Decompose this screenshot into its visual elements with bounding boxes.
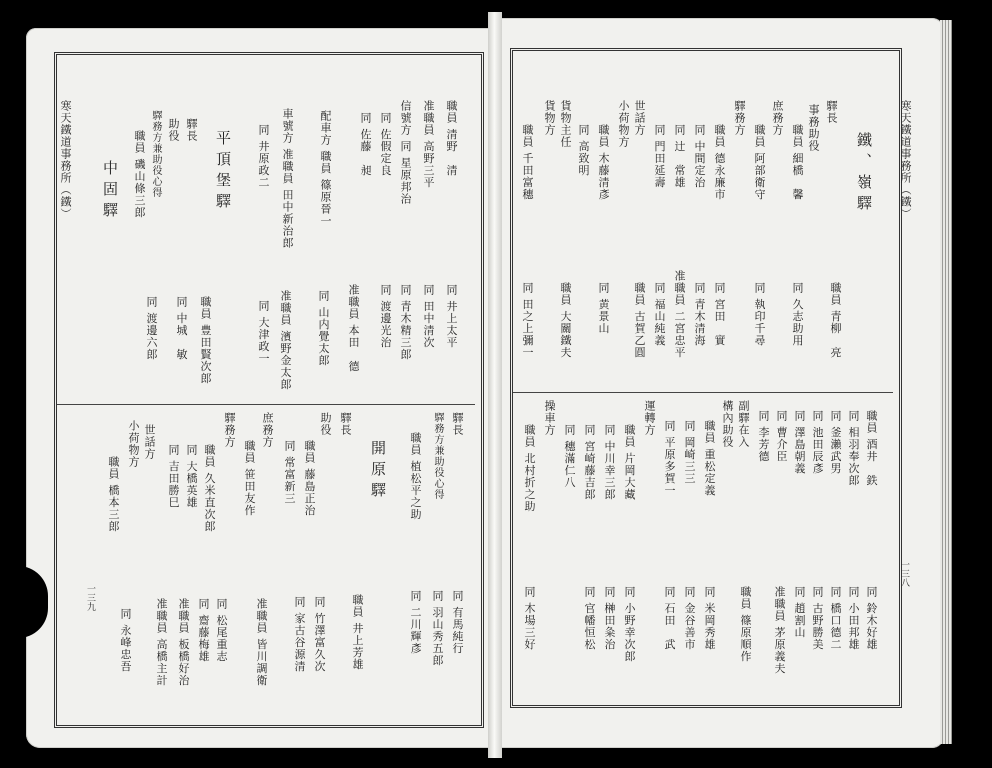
lt-col1: 職員 清野 清	[445, 100, 458, 177]
rb-col8: 副驛在入	[737, 400, 750, 448]
lt-low4: 同 渡邊光治	[379, 284, 392, 349]
lb-low6: 同 家古谷源清	[293, 596, 306, 673]
lt-low8: 同 大津政一	[257, 300, 270, 365]
rt-low10: 職員 大關鐵夫	[559, 282, 572, 359]
lb-low4: 職員 井上芳雄	[351, 594, 364, 671]
rb-col3: 同 釜瀨武男	[829, 410, 842, 475]
lb-low1: 同 有馬純行	[451, 590, 464, 655]
rb-low13: 同 官幡恒松	[583, 586, 596, 651]
lb-col14: 世話方	[143, 424, 156, 460]
lt-col12: 職員 磯山條三郎	[133, 130, 146, 219]
left-divider	[57, 404, 475, 405]
rt-col15: 貨物主任	[559, 100, 572, 148]
lb-col9: 職員 笹田友作	[243, 440, 256, 517]
rb-col17: 同 穗滿仁八	[563, 424, 576, 489]
rb-col19: 職員 北村折之助	[523, 424, 536, 513]
rb-col14: 職員 片岡大藏	[623, 424, 636, 501]
lt-col5: 同 佐藤 昶	[359, 112, 372, 177]
rt-low3: 同 執印千尋	[753, 282, 766, 347]
rb-col6: 同 曹介臣	[775, 410, 788, 463]
rb-low10: 同 石田 武	[663, 586, 676, 651]
lt-low3: 同 青木精三郎	[399, 284, 412, 361]
rb-low12: 同 榊田粂治	[603, 586, 616, 651]
rb-col12: 同 平原多賀一	[663, 420, 676, 497]
lb-low11: 准職員 高橋主計	[155, 598, 168, 687]
lb-low12: 同 永峰忠吾	[119, 608, 132, 673]
rt-low9: 同 黄景山	[597, 282, 610, 335]
rt-low1: 職員 青柳 亮	[829, 282, 842, 359]
rt-low11: 同 田之上彌一	[521, 282, 534, 359]
rb-low1: 同 鈴木好雄	[865, 586, 878, 651]
lb-low9: 同 齋藤梅雄	[197, 598, 210, 663]
lt-col8: 同 井原政二	[257, 124, 270, 189]
page-number-right: 一三八	[899, 560, 909, 587]
rb-low11: 同 小野幸次郎	[623, 586, 636, 663]
lb-low3: 同 二川輝彥	[409, 590, 422, 655]
rt-col11: 世話方	[633, 100, 646, 136]
rb-col16: 同 宮崎藤吉郎	[583, 424, 596, 501]
rt-low6: 准職員 二宮忠平	[673, 270, 686, 359]
lb-col13: 同 吉田勝巳	[167, 444, 180, 509]
lb-low10: 准職員 板橋好治	[177, 598, 190, 687]
lt-low6: 同 山内覺太郎	[317, 290, 330, 367]
page-number-left: 一三九	[85, 584, 95, 611]
rt-low8: 職員 古賀乙圓	[633, 282, 646, 359]
rb-col1: 職員 酒井 鉄	[865, 410, 878, 487]
lb-col10: 驛務方	[223, 412, 236, 448]
lb-col7: 同 常富新三	[283, 440, 296, 505]
rt-col7: 職員 德永廉市	[713, 124, 726, 201]
rb-col7: 同 李芳德	[757, 410, 770, 463]
book-spine	[488, 12, 502, 758]
lb-col5: 助役	[319, 412, 332, 436]
lt-col4: 同 佐假定良	[379, 112, 392, 177]
lt-low10: 同 中城 敏	[175, 296, 188, 361]
lb-col6: 職員 藤島正治	[303, 440, 316, 517]
rb-col15: 同 中川幸三郎	[603, 424, 616, 501]
rt-col13: 職員 木藤清彥	[597, 124, 610, 201]
rb-low7: 職員 篠原順作	[739, 586, 752, 663]
lt-col10: 助役	[167, 118, 180, 142]
rb-col2: 同 相羽奉次郎	[847, 410, 860, 487]
lt-low1: 同 井上太平	[445, 284, 458, 349]
lt-col6: 配車方 職員 篠原晉一	[319, 110, 332, 227]
lt-col11: 驛務方兼助役心得	[150, 110, 161, 198]
rt-low4: 同 宮田 實	[713, 282, 726, 347]
rt-col3: 職員 細橋 馨	[791, 124, 804, 201]
lb-col16: 職員 橋本三郎	[107, 456, 120, 533]
station-pingdingbao: 平頂堡驛	[214, 130, 232, 214]
rt-col17: 職員 千田富穗	[521, 124, 534, 201]
lt-col9: 驛長	[185, 118, 198, 142]
lb-col4: 驛長	[339, 412, 352, 436]
lt-low9: 職員 豊田賢次郎	[199, 296, 212, 385]
rt-col8: 同 中間定治	[693, 124, 706, 189]
lt-low7: 准職員 濱野金太郎	[279, 290, 292, 391]
rt-low5: 同 青木清海	[693, 282, 706, 347]
lt-low5: 准職員 本田 德	[347, 284, 360, 373]
rb-col18: 操車方	[543, 400, 556, 436]
lb-col11: 職員 久米直次郎	[203, 444, 216, 533]
rb-low3: 同 橋口德二	[829, 586, 842, 651]
rt-col1: 驛長	[825, 100, 838, 124]
rb-low8: 同 米岡秀雄	[703, 586, 716, 651]
lb-col12: 同 大橋英雄	[185, 444, 198, 509]
rt-col10: 同 門田延壽	[653, 124, 666, 189]
rb-low4: 同 古野勝美	[811, 586, 824, 651]
lb-low7: 准職員 皆川調衛	[255, 598, 268, 687]
rb-low2: 同 小田邦雄	[847, 586, 860, 651]
rb-low6: 准職員 茅原義夫	[773, 586, 786, 675]
station-tieling: 鐵、嶺驛	[855, 132, 873, 216]
running-head-left: 寒天鐵道事務所（鐵）	[59, 100, 72, 220]
lb-col3: 職員 植松平之助	[409, 432, 422, 521]
lb-low2: 同 羽山秀五郎	[431, 590, 444, 667]
rt-col4: 庶務方	[771, 100, 784, 136]
lt-col2: 准職員 高野三平	[422, 100, 435, 189]
lt-low2: 同 田中清次	[422, 284, 435, 349]
lb-col1: 驛長	[451, 412, 464, 436]
rt-low2: 同 久志助用	[791, 282, 804, 347]
lt-col7: 車號方 准職員 田中新治郎	[281, 108, 294, 249]
rt-col16: 貨物方	[543, 100, 556, 136]
rb-col11: 同 岡崎三三	[683, 420, 696, 485]
running-head-right: 寒天鐵道事務所（鐵）	[899, 100, 912, 220]
rb-col5: 同 澤島朝義	[793, 410, 806, 475]
right-divider	[513, 392, 893, 393]
rt-col9: 同 辻 常雄	[673, 124, 686, 189]
lt-low11: 同 渡邊六郎	[145, 296, 158, 361]
rt-low7: 同 福山純義	[653, 282, 666, 347]
lb-col8: 庶務方	[261, 412, 274, 448]
rt-col5: 職員 阿部衛守	[753, 124, 766, 201]
station-zhonggu: 中固驛	[101, 160, 119, 223]
rt-col14: 同 高致明	[577, 124, 590, 177]
page-edge	[940, 20, 952, 744]
rb-low14: 同 木場三好	[523, 586, 536, 651]
rb-low9: 同 金谷善市	[683, 586, 696, 651]
rt-col6: 驛務方	[733, 100, 746, 136]
lb-low8: 同 松尾重志	[215, 598, 228, 663]
lb-low5: 同 竹澤富久次	[313, 596, 326, 673]
rb-col4: 同 池田辰彥	[811, 410, 824, 475]
station-kaiyuan: 開原驛	[369, 440, 387, 503]
rb-col13: 運轉方	[643, 400, 656, 436]
rb-col10: 職員 重松定義	[703, 420, 716, 497]
rt-col2: 事務助役	[807, 104, 820, 152]
lt-col3: 信號方 同 星原邦治	[399, 100, 412, 205]
lb-col2: 驛務方兼助役心得	[432, 412, 443, 500]
rb-col9: 構內助役	[721, 400, 734, 448]
lb-col15: 小荷物方	[127, 420, 140, 468]
rb-low5: 同 趙割山	[793, 586, 806, 639]
rt-col12: 小荷物方	[617, 100, 630, 148]
